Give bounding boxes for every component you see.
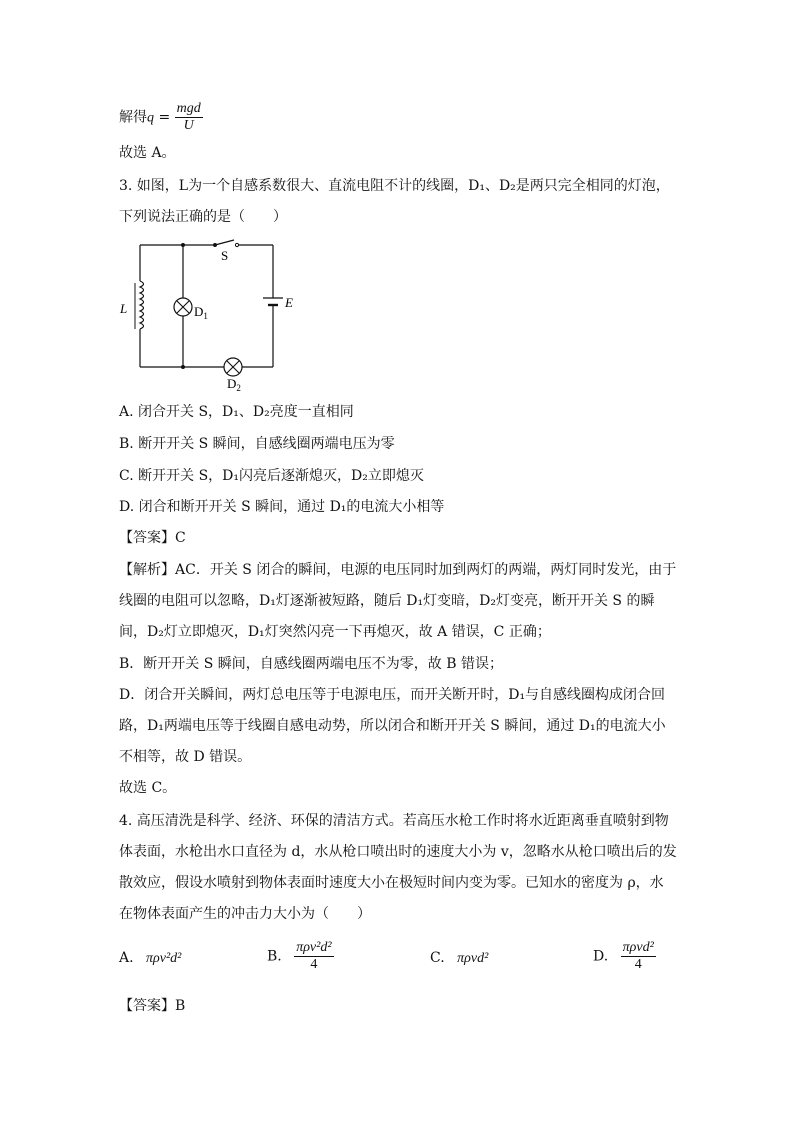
q4-option-d-label: D.	[593, 948, 609, 965]
q3-analysis-line: 线圈的电阻可以忽略，D₁灯逐渐被短路，随后 D₁灯变暗，D₂灯变亮，断开开关 S 的瞬	[119, 593, 655, 609]
q4-option-a-label: A.	[119, 950, 134, 966]
prev-conclusion: 故选 A。	[119, 145, 176, 161]
q4-option-b-fraction: $\frac{\text{πρv²d²}}{4}$	[296, 940, 332, 972]
circuit-diagram	[118, 236, 318, 396]
q3-stem-line1: 3. 如图，L为一个自感系数很大、直流电阻不计的线圈，D₁、D₂是两只完全相同的灯泡，	[119, 178, 670, 194]
q3-analysis-line: 【解析】AC．开关 S 闭合的瞬间，电源的电压同时加到两灯的两端，两灯同时发光，由于	[119, 562, 677, 578]
q4-option-a-expr: πρv²d²	[146, 951, 182, 966]
q3-option-c: C. 断开开关 S，D₁闪亮后逐渐熄灭，D₂立即熄灭	[119, 468, 424, 484]
q4-stem-line2: 体表面，水枪出水口直径为 d，水从枪口喷出时的速度大小为 v，忽略水从枪口喷出后的发	[119, 844, 677, 860]
q3-analysis-line: 间，D₂灯立即熄灭，D₁灯突然闪亮一下再熄灭，故 A 错误，C 正确；	[119, 624, 551, 640]
fraction	[175, 101, 203, 134]
switch-label: S	[221, 248, 229, 263]
q3-option-a: A. 闭合开关 S，D₁、D₂亮度一直相同	[119, 404, 354, 420]
equals-sign: =	[154, 109, 175, 126]
inductor-coil	[140, 281, 144, 329]
q4-option-c	[430, 950, 488, 967]
q4-option-b	[267, 940, 334, 973]
emf-label: E	[285, 295, 293, 310]
switch-blade	[215, 240, 234, 245]
lamp-d1-label: $D_1$	[194, 304, 208, 321]
q4-stem-line4: 在物体表面产生的冲击力大小为（ ）	[119, 906, 371, 922]
q3-option-b: B. 断开开关 S 瞬间，自感线圈两端电压为零	[119, 436, 395, 452]
lamp-d2	[224, 358, 242, 376]
q3-analysis-line: 路，D₁两端电压等于线圈自感电动势，所以闭合和断开开关 S 瞬间，通过 D₁的电流大小	[119, 718, 666, 734]
q4-option-a	[119, 950, 181, 967]
q4-answer: 【答案】B	[119, 998, 186, 1014]
q3-analysis-line: B．断开开关 S 瞬间，自感线圈两端电压不为零，故 B 错误；	[119, 656, 503, 672]
inductor-label: L	[120, 301, 128, 316]
q3-analysis-line: D．闭合开关瞬间，两灯总电压等于电源电压，而开关断开时，D₁与自感线圈构成闭合回	[119, 687, 666, 703]
fraction-denominator: U	[183, 118, 194, 133]
q3-analysis-line: 不相等，故 D 错误。	[119, 749, 252, 765]
q3-conclusion: 故选 C。	[119, 780, 177, 796]
q4-stem-line3: 散效应，假设水喷射到物体表面时速度大小在极短时间内变为零。已知水的密度为 ρ，水	[119, 875, 664, 891]
fraction-numerator: mgd	[176, 101, 201, 116]
q4-stem-line1: 4. 高压清洗是科学、经济、环保的清洁方式。若高压水枪工作时将水近距离垂直喷射到物	[119, 813, 669, 829]
solution-line	[119, 101, 203, 134]
q4-option-c-label: C.	[430, 950, 445, 966]
q4-option-b-label: B.	[267, 948, 282, 965]
lamp-d1	[174, 298, 192, 316]
lamp-d2-label: $D_2$	[227, 376, 241, 393]
q4-option-d	[593, 940, 656, 973]
solve-prefix: 解得	[119, 109, 147, 126]
q-variable: q	[147, 110, 154, 126]
q3-stem-line2: 下列说法正确的是（ ）	[119, 209, 287, 225]
q3-answer: 【答案】C	[119, 530, 186, 546]
q4-option-d-fraction: $\frac{\text{πρvd²}}{4}$	[622, 940, 654, 972]
q3-option-d: D. 闭合和断开开关 S 瞬间，通过 D₁的电流大小相等	[119, 499, 445, 515]
q4-option-c-expr: πρvd²	[457, 951, 489, 966]
